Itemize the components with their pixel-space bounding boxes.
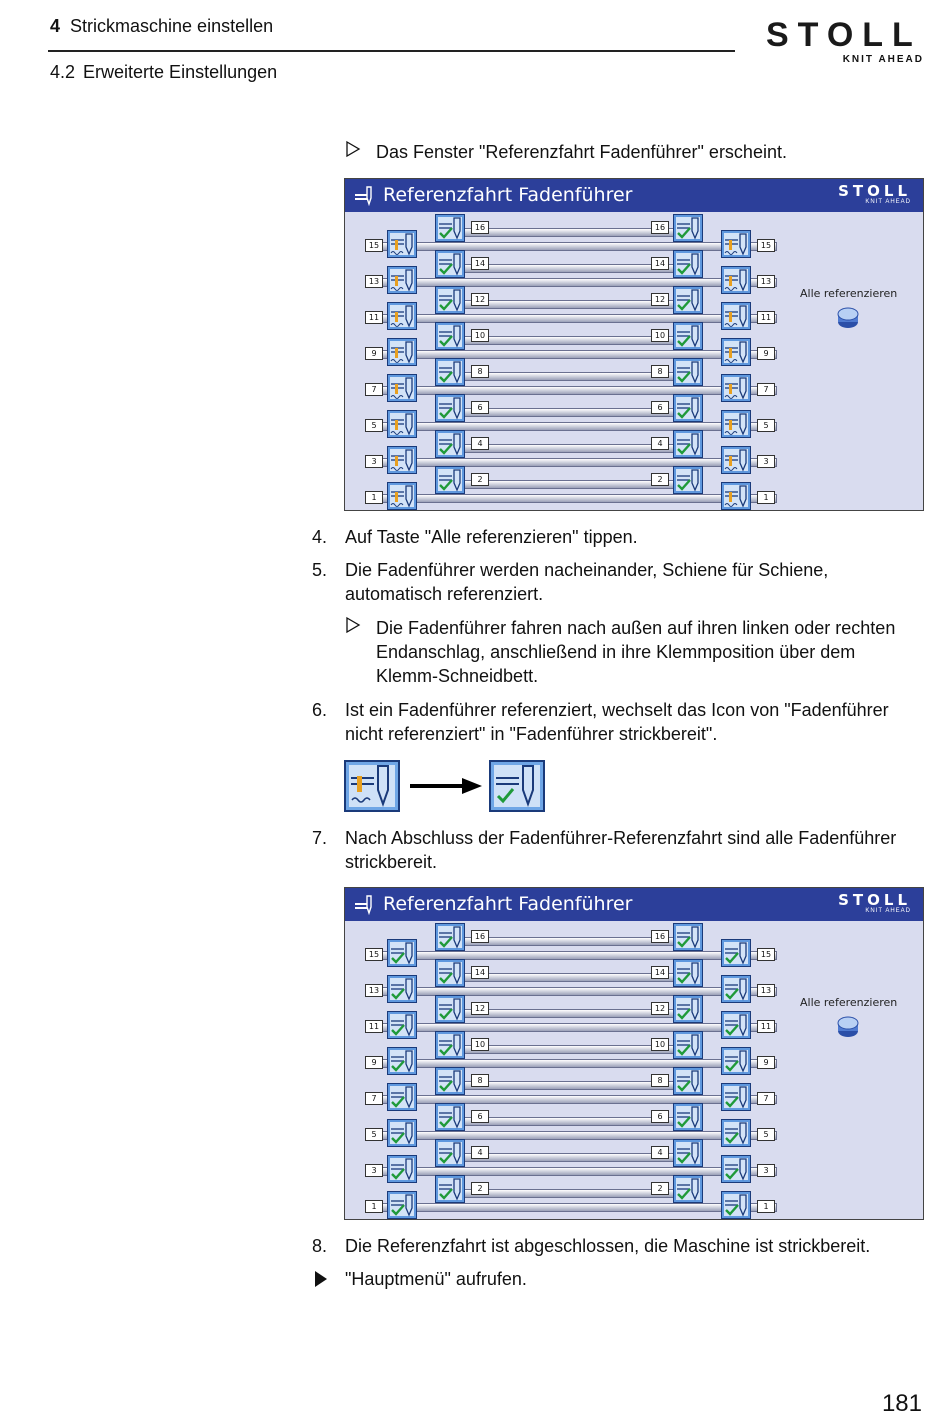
outer-rail-number-left: 7 [365,1092,383,1105]
yarn-carrier-button[interactable] [387,975,417,1003]
yarn-carrier-button[interactable] [673,995,703,1023]
page-number: 181 [881,1390,922,1417]
yarn-carrier-icon [673,286,703,314]
yarn-carrier-button[interactable] [673,214,703,242]
yarn-carrier-button[interactable] [435,322,465,350]
outer-rail [365,1131,777,1140]
yarn-carrier-button[interactable] [673,250,703,278]
yarn-carrier-icon [387,338,417,366]
step-text: Auf Taste "Alle referenzieren" tippen. [345,527,638,547]
yarn-carrier-icon [435,995,465,1023]
section-title: Erweiterte Einstellungen [83,62,278,82]
window-titlebar [345,888,923,921]
outer-rail [365,951,777,960]
inner-rail-number-left: 2 [471,473,489,486]
stoll-logo [766,18,926,65]
outer-rail-number-right: 15 [757,239,775,252]
outer-rail [365,242,777,251]
yarn-carrier-icon [435,923,465,951]
inner-rail-number-right: 16 [651,221,669,234]
yarn-carrier-icon [387,446,417,474]
header-rule [48,50,735,52]
step-number: 7. [312,828,328,848]
yarn-carrier-button[interactable] [387,338,417,366]
yarn-carrier-icon [353,184,375,206]
yarn-carrier-button[interactable] [673,1067,703,1095]
outer-rail-number-right: 13 [757,984,775,997]
yarn-carrier-button[interactable] [435,214,465,242]
yarn-carrier-icon [721,374,751,402]
yarn-carrier-icon [387,302,417,330]
yarn-carrier-button[interactable] [435,466,465,494]
section-heading [50,62,277,83]
yarn-carrier-button[interactable] [435,430,465,458]
chapter-number: 4 [50,16,61,36]
yarn-carrier-icon [673,322,703,350]
yarn-carrier-button[interactable] [673,430,703,458]
yarn-carrier-button[interactable] [721,1119,751,1147]
yarn-carrier-icon [387,410,417,438]
yarn-carrier-button[interactable] [387,482,417,510]
yarn-carrier-icon [387,230,417,258]
outer-rail-number-left: 11 [365,1020,383,1033]
outer-rail [365,458,777,467]
yarn-carrier-button[interactable] [387,266,417,294]
outer-rail-number-left: 15 [365,239,383,252]
action-marker-icon [314,1270,328,1294]
window-logo [838,184,911,205]
yarn-carrier-button[interactable] [435,1103,465,1131]
inner-rail-number-right: 6 [651,401,669,414]
window-logo-tagline: KNIT AHEAD [865,908,911,914]
inner-rail-number-right: 4 [651,1146,669,1159]
yarn-carrier-button[interactable] [721,482,751,510]
yarn-carrier-button[interactable] [435,358,465,386]
outer-rail-number-left: 5 [365,419,383,432]
not-referenced-icon [345,761,399,811]
yarn-carrier-button[interactable] [673,959,703,987]
yarn-carrier-icon [721,1047,751,1075]
yarn-carrier-button[interactable] [721,374,751,402]
inner-rail-number-left: 4 [471,1146,489,1159]
yarn-carrier-icon [387,975,417,1003]
yarn-carrier-icon [673,1139,703,1167]
outer-rail-number-right: 3 [757,455,775,468]
yarn-carrier-icon [673,394,703,422]
inner-rail-number-left: 2 [471,1182,489,1195]
yarn-carrier-button[interactable] [673,322,703,350]
outer-rail [365,278,777,287]
window-title: Referenzfahrt Fadenführer [383,184,633,206]
yarn-carrier-button[interactable] [673,1139,703,1167]
yarn-carrier-button[interactable] [435,995,465,1023]
yarn-carrier-icon [435,286,465,314]
yarn-carrier-button[interactable] [673,394,703,422]
outer-rail-number-left: 11 [365,311,383,324]
yarn-carrier-button[interactable] [721,338,751,366]
screenshot-referenzfahrt-before [344,178,924,511]
yarn-carrier-button[interactable] [435,394,465,422]
yarn-carrier-button[interactable] [721,446,751,474]
yarn-carrier-button[interactable] [673,1031,703,1059]
all-reference-label: Alle referenzieren [800,287,898,300]
yarn-carrier-button[interactable] [673,1103,703,1131]
yarn-carrier-icon [435,1175,465,1203]
outer-rail-number-right: 1 [757,491,775,504]
yarn-carrier-button[interactable] [721,975,751,1003]
inner-rail-number-left: 14 [471,966,489,979]
outer-rail-number-left: 13 [365,984,383,997]
yarn-carrier-button[interactable] [435,923,465,951]
action-text: "Hauptmenü" aufrufen. [345,1269,527,1289]
yarn-carrier-button[interactable] [387,1191,417,1219]
outer-rail [365,1023,777,1032]
outer-rail-number-left: 9 [365,1056,383,1069]
outer-rail [365,1203,777,1212]
yarn-carrier-icon [721,1155,751,1183]
result-marker-icon [345,616,361,640]
yarn-carrier-button[interactable] [673,466,703,494]
yarn-carrier-icon [387,1119,417,1147]
yarn-carrier-icon [673,959,703,987]
outer-rail-number-right: 1 [757,1200,775,1213]
inner-rail-number-left: 10 [471,329,489,342]
yarn-carrier-button[interactable] [673,1175,703,1203]
yarn-carrier-button[interactable] [387,302,417,330]
outer-rail-number-left: 1 [365,491,383,504]
yarn-carrier-icon [387,1191,417,1219]
result-text: Die Fadenführer fahren nach außen auf ihren linken oder rechten Endanschlag, anschließend in ihre Klemmposition über dem Klemm-Schneidbett. [376,618,896,686]
section-number: 4.2 [50,62,76,82]
yarn-carrier-icon [673,1103,703,1131]
inner-rail-number-left: 16 [471,930,489,943]
outer-rail-number-left: 1 [365,1200,383,1213]
inner-rail-number-right: 8 [651,1074,669,1087]
step-number: 6. [312,700,328,720]
outer-rail-number-left: 5 [365,1128,383,1141]
outer-rail-number-right: 3 [757,1164,775,1177]
yarn-carrier-button[interactable] [387,230,417,258]
step-number: 8. [312,1236,328,1256]
yarn-carrier-icon [721,302,751,330]
yarn-carrier-button[interactable] [721,1083,751,1111]
yarn-carrier-icon [673,1175,703,1203]
all-reference-button[interactable] [837,1016,859,1038]
yarn-carrier-button[interactable] [721,1011,751,1039]
yarn-carrier-button[interactable] [721,1191,751,1219]
yarn-carrier-button[interactable] [435,286,465,314]
inner-rail-number-right: 14 [651,257,669,270]
chapter-title: Strickmaschine einstellen [70,16,274,36]
yarn-carrier-button[interactable] [721,1047,751,1075]
yarn-carrier-icon [387,1155,417,1183]
inner-rail-number-right: 12 [651,293,669,306]
outer-rail-number-right: 15 [757,948,775,961]
yarn-carrier-button[interactable] [721,939,751,967]
outer-rail [365,987,777,996]
yarn-carrier-button[interactable] [435,1031,465,1059]
yarn-carrier-icon [673,466,703,494]
yarn-carrier-button[interactable] [673,358,703,386]
yarn-carrier-icon [387,939,417,967]
yarn-carrier-button[interactable] [721,1155,751,1183]
inner-rail-number-left: 8 [471,365,489,378]
inner-rail-number-right: 10 [651,1038,669,1051]
yarn-carrier-icon [673,1031,703,1059]
yarn-carrier-icon [673,995,703,1023]
yarn-carrier-icon [435,214,465,242]
yarn-carrier-icon [721,410,751,438]
yarn-carrier-button[interactable] [721,266,751,294]
logo-tagline: KNIT AHEAD [842,54,924,65]
yarn-carrier-icon [387,1083,417,1111]
outer-rail [365,314,777,323]
yarn-carrier-icon [435,250,465,278]
outer-rail [365,386,777,395]
inner-rail-number-left: 14 [471,257,489,270]
outer-rail-number-right: 11 [757,311,775,324]
yarn-carrier-icon [721,266,751,294]
window-logo-tagline: KNIT AHEAD [865,199,911,205]
yarn-carrier-icon [435,358,465,386]
outer-rail-number-left: 3 [365,1164,383,1177]
inner-rail-number-right: 8 [651,365,669,378]
yarn-carrier-button[interactable] [387,1155,417,1183]
result-text: Das Fenster "Referenzfahrt Fadenführer" erscheint. [376,142,787,162]
inner-rail-number-right: 16 [651,930,669,943]
outer-rail-number-left: 15 [365,948,383,961]
yarn-carrier-icon [673,923,703,951]
yarn-carrier-button[interactable] [721,230,751,258]
step-text: Nach Abschluss der Fadenführer-Referenzfahrt sind alle Fadenführer strickbereit. [345,828,897,872]
outer-rail-number-right: 7 [757,1092,775,1105]
inner-rail-number-right: 2 [651,1182,669,1195]
yarn-carrier-button[interactable] [435,1139,465,1167]
logo-word: STOLL [766,16,922,54]
all-reference-button[interactable] [837,307,859,329]
outer-rail-number-right: 5 [757,419,775,432]
inner-rail-number-left: 8 [471,1074,489,1087]
yarn-carrier-button[interactable] [387,1011,417,1039]
inner-rail-number-right: 2 [651,473,669,486]
outer-rail [365,1059,777,1068]
outer-rail-number-left: 3 [365,455,383,468]
yarn-carrier-icon [721,338,751,366]
inner-rail-number-right: 12 [651,1002,669,1015]
yarn-carrier-icon [721,230,751,258]
yarn-carrier-button[interactable] [387,1119,417,1147]
inner-rail-number-left: 6 [471,401,489,414]
outer-rail [365,1167,777,1176]
outer-rail-number-right: 13 [757,275,775,288]
ready-icon [490,761,544,811]
outer-rail-number-left: 13 [365,275,383,288]
yarn-carrier-icon [387,266,417,294]
inner-rail-number-right: 4 [651,437,669,450]
yarn-carrier-icon [721,446,751,474]
yarn-carrier-button[interactable] [435,250,465,278]
window-logo-word: STOLL [838,891,911,909]
yarn-carrier-icon [435,322,465,350]
outer-rail [365,1095,777,1104]
outer-rail-number-left: 9 [365,347,383,360]
yarn-carrier-button[interactable] [721,410,751,438]
yarn-carrier-icon [673,358,703,386]
all-reference-label: Alle referenzieren [800,996,898,1009]
yarn-carrier-icon [435,1031,465,1059]
yarn-carrier-icon [353,893,375,915]
inner-rail-number-left: 12 [471,293,489,306]
yarn-carrier-icon [721,975,751,1003]
inner-rail-number-right: 14 [651,966,669,979]
yarn-carrier-icon [435,959,465,987]
yarn-carrier-button[interactable] [387,1047,417,1075]
yarn-carrier-icon [673,1067,703,1095]
yarn-carrier-button[interactable] [387,446,417,474]
result-marker-icon [345,140,361,164]
yarn-carrier-icon [673,250,703,278]
outer-rail [365,422,777,431]
yarn-carrier-icon [387,482,417,510]
outer-rail-number-right: 5 [757,1128,775,1141]
yarn-carrier-icon [435,394,465,422]
yarn-carrier-icon [721,1191,751,1219]
inner-rail-number-left: 16 [471,221,489,234]
inner-rail-number-right: 10 [651,329,669,342]
yarn-carrier-icon [721,1083,751,1111]
window-logo-word: STOLL [838,182,911,200]
yarn-carrier-button[interactable] [435,1067,465,1095]
yarn-carrier-button[interactable] [721,302,751,330]
outer-rail [365,494,777,503]
yarn-carrier-icon [435,430,465,458]
yarn-carrier-button[interactable] [673,286,703,314]
inner-rail-number-left: 12 [471,1002,489,1015]
step-text: Die Fadenführer werden nacheinander, Schiene für Schiene, automatisch referenziert. [345,560,829,604]
step-text: Ist ein Fadenführer referenziert, wechselt das Icon von "Fadenführer nicht referenziert" in "Fadenführer strickbereit". [345,700,889,744]
outer-rail-number-right: 11 [757,1020,775,1033]
inner-rail-number-left: 6 [471,1110,489,1123]
outer-rail-number-right: 9 [757,1056,775,1069]
yarn-carrier-icon [435,1067,465,1095]
outer-rail-number-right: 7 [757,383,775,396]
window-logo [838,893,911,914]
yarn-carrier-icon [673,214,703,242]
yarn-carrier-button[interactable] [435,1175,465,1203]
outer-rail [365,350,777,359]
yarn-carrier-button[interactable] [435,959,465,987]
step-number: 4. [312,527,328,547]
chapter-heading [50,16,273,37]
yarn-carrier-icon [721,1011,751,1039]
outer-rail-number-left: 7 [365,383,383,396]
step-number: 5. [312,560,328,580]
yarn-carrier-icon [721,939,751,967]
yarn-carrier-icon [435,466,465,494]
inner-rail-number-left: 4 [471,437,489,450]
yarn-carrier-button[interactable] [673,923,703,951]
yarn-carrier-icon [387,1011,417,1039]
yarn-carrier-button[interactable] [387,410,417,438]
yarn-carrier-button[interactable] [387,1083,417,1111]
outer-rail-number-right: 9 [757,347,775,360]
yarn-carrier-icon [721,482,751,510]
window-title: Referenzfahrt Fadenführer [383,893,633,915]
yarn-carrier-icon [435,1103,465,1131]
icon-change-figure [344,760,548,812]
yarn-carrier-icon [721,1119,751,1147]
screenshot-referenzfahrt-after [344,887,924,1220]
yarn-carrier-icon [387,1047,417,1075]
step-text: Die Referenzfahrt ist abgeschlossen, die Maschine ist strickbereit. [345,1236,871,1256]
yarn-carrier-icon [673,430,703,458]
yarn-carrier-icon [435,1139,465,1167]
yarn-carrier-button[interactable] [387,374,417,402]
yarn-carrier-button[interactable] [387,939,417,967]
inner-rail-number-right: 6 [651,1110,669,1123]
window-titlebar [345,179,923,212]
inner-rail-number-left: 10 [471,1038,489,1051]
yarn-carrier-icon [387,374,417,402]
